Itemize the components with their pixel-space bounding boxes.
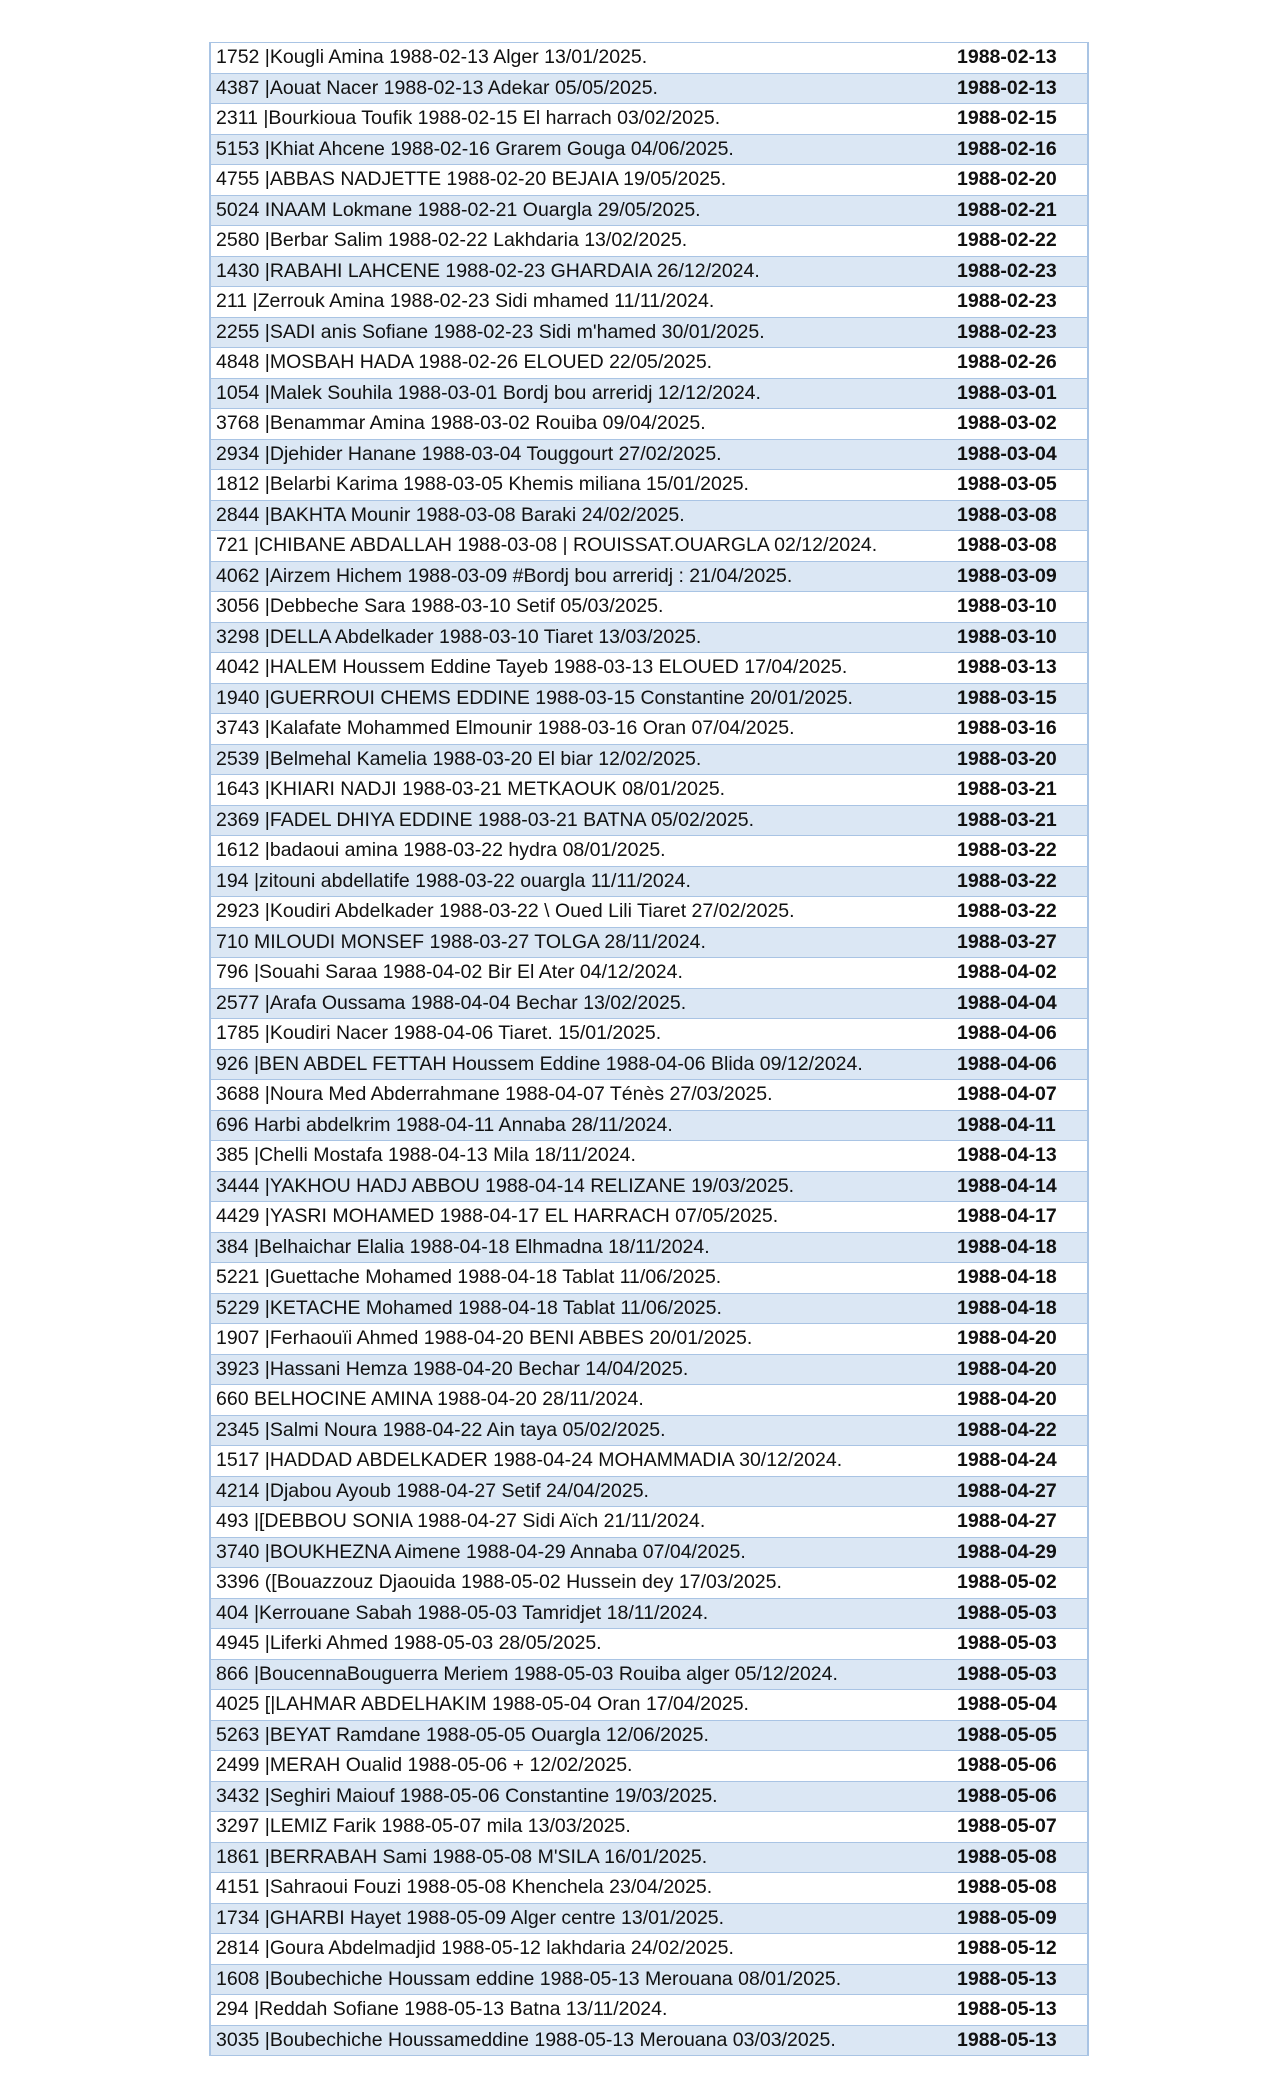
record-date-cell: 1988-05-06 <box>953 1751 1088 1782</box>
table-row <box>210 1141 1088 1172</box>
record-text-cell: 2539 |Belmehal Kamelia 1988-03-20 El biar 12/02/2025. <box>210 744 953 775</box>
table-row <box>210 775 1088 806</box>
table-row <box>210 1232 1088 1263</box>
record-text-cell: 1940 |GUERROUI CHEMS EDDINE 1988-03-15 Constantine 20/01/2025. <box>210 683 953 714</box>
table-row <box>210 348 1088 379</box>
record-date-cell: 1988-04-06 <box>953 1049 1088 1080</box>
table-row <box>210 927 1088 958</box>
record-text-cell: 2844 |BAKHTA Mounir 1988-03-08 Baraki 24/02/2025. <box>210 500 953 531</box>
record-text-cell: 721 |CHIBANE ABDALLAH 1988-03-08 | ROUISSAT.OUARGLA 02/12/2024. <box>210 531 953 562</box>
records-table-body <box>210 43 1088 2056</box>
record-date-cell: 1988-04-06 <box>953 1019 1088 1050</box>
table-row <box>210 1415 1088 1446</box>
record-text-cell: 4387 |Aouat Nacer 1988-02-13 Adekar 05/05/2025. <box>210 73 953 104</box>
record-date-cell: 1988-02-23 <box>953 317 1088 348</box>
table-row <box>210 714 1088 745</box>
table-row <box>210 988 1088 1019</box>
record-text-cell: 710 MILOUDI MONSEF 1988-03-27 TOLGA 28/11/2024. <box>210 927 953 958</box>
table-row <box>210 1842 1088 1873</box>
record-text-cell: 4042 |HALEM Houssem Eddine Tayeb 1988-03-13 ELOUED 17/04/2025. <box>210 653 953 684</box>
record-text-cell: 3298 |DELLA Abdelkader 1988-03-10 Tiaret 13/03/2025. <box>210 622 953 653</box>
record-date-cell: 1988-03-04 <box>953 439 1088 470</box>
record-text-cell: 5229 |KETACHE Mohamed 1988-04-18 Tablat 11/06/2025. <box>210 1293 953 1324</box>
record-date-cell: 1988-02-13 <box>953 43 1088 74</box>
record-text-cell: 1608 |Boubechiche Houssam eddine 1988-05-13 Merouana 08/01/2025. <box>210 1964 953 1995</box>
record-date-cell: 1988-03-08 <box>953 531 1088 562</box>
table-row <box>210 287 1088 318</box>
record-text-cell: 1734 |GHARBI Hayet 1988-05-09 Alger centre 13/01/2025. <box>210 1903 953 1934</box>
record-text-cell: 1752 |Kougli Amina 1988-02-13 Alger 13/01/2025. <box>210 43 953 74</box>
record-text-cell: 5153 |Khiat Ahcene 1988-02-16 Grarem Gouga 04/06/2025. <box>210 134 953 165</box>
table-row <box>210 1964 1088 1995</box>
record-text-cell: 1785 |Koudiri Nacer 1988-04-06 Tiaret. 15/01/2025. <box>210 1019 953 1050</box>
record-text-cell: 3768 |Benammar Amina 1988-03-02 Rouiba 09/04/2025. <box>210 409 953 440</box>
record-date-cell: 1988-04-02 <box>953 958 1088 989</box>
record-date-cell: 1988-03-09 <box>953 561 1088 592</box>
record-text-cell: 3432 |Seghiri Maiouf 1988-05-06 Constantine 19/03/2025. <box>210 1781 953 1812</box>
record-date-cell: 1988-05-07 <box>953 1812 1088 1843</box>
record-date-cell: 1988-05-03 <box>953 1629 1088 1660</box>
record-date-cell: 1988-03-27 <box>953 927 1088 958</box>
record-text-cell: 5221 |Guettache Mohamed 1988-04-18 Tablat 11/06/2025. <box>210 1263 953 1294</box>
record-text-cell: 2369 |FADEL DHIYA EDDINE 1988-03-21 BATNA 05/02/2025. <box>210 805 953 836</box>
record-date-cell: 1988-03-21 <box>953 805 1088 836</box>
table-row <box>210 1019 1088 1050</box>
table-row <box>210 226 1088 257</box>
record-text-cell: 3444 |YAKHOU HADJ ABBOU 1988-04-14 RELIZANE 19/03/2025. <box>210 1171 953 1202</box>
record-date-cell: 1988-05-13 <box>953 1964 1088 1995</box>
record-text-cell: 2814 |Goura Abdelmadjid 1988-05-12 lakhdaria 24/02/2025. <box>210 1934 953 1965</box>
record-date-cell: 1988-03-10 <box>953 622 1088 653</box>
table-row <box>210 1507 1088 1538</box>
table-row <box>210 1446 1088 1477</box>
record-text-cell: 404 |Kerrouane Sabah 1988-05-03 Tamridjet 18/11/2024. <box>210 1598 953 1629</box>
record-text-cell: 2311 |Bourkioua Toufik 1988-02-15 El harrach 03/02/2025. <box>210 104 953 135</box>
record-text-cell: 4848 |MOSBAH HADA 1988-02-26 ELOUED 22/05/2025. <box>210 348 953 379</box>
record-text-cell: 2255 |SADI anis Sofiane 1988-02-23 Sidi m'hamed 30/01/2025. <box>210 317 953 348</box>
table-row <box>210 531 1088 562</box>
record-text-cell: 4025 [|LAHMAR ABDELHAKIM 1988-05-04 Oran 17/04/2025. <box>210 1690 953 1721</box>
table-row <box>210 1598 1088 1629</box>
record-date-cell: 1988-05-04 <box>953 1690 1088 1721</box>
record-text-cell: 866 |BoucennaBouguerra Meriem 1988-05-03 Rouiba alger 05/12/2024. <box>210 1659 953 1690</box>
table-row <box>210 2025 1088 2056</box>
record-date-cell: 1988-05-03 <box>953 1659 1088 1690</box>
record-date-cell: 1988-04-04 <box>953 988 1088 1019</box>
record-date-cell: 1988-02-20 <box>953 165 1088 196</box>
table-row <box>210 1781 1088 1812</box>
record-text-cell: 1812 |Belarbi Karima 1988-03-05 Khemis miliana 15/01/2025. <box>210 470 953 501</box>
table-row <box>210 805 1088 836</box>
record-text-cell: 1517 |HADDAD ABDELKADER 1988-04-24 MOHAMMADIA 30/12/2024. <box>210 1446 953 1477</box>
record-date-cell: 1988-05-13 <box>953 1995 1088 2026</box>
table-row <box>210 195 1088 226</box>
record-date-cell: 1988-04-18 <box>953 1293 1088 1324</box>
table-row <box>210 958 1088 989</box>
record-text-cell: 4429 |YASRI MOHAMED 1988-04-17 EL HARRACH 07/05/2025. <box>210 1202 953 1233</box>
record-text-cell: 1861 |BERRABAH Sami 1988-05-08 M'SILA 16/01/2025. <box>210 1842 953 1873</box>
record-date-cell: 1988-02-22 <box>953 226 1088 257</box>
record-text-cell: 1612 |badaoui amina 1988-03-22 hydra 08/01/2025. <box>210 836 953 867</box>
table-row <box>210 1659 1088 1690</box>
record-date-cell: 1988-04-27 <box>953 1507 1088 1538</box>
record-date-cell: 1988-02-16 <box>953 134 1088 165</box>
table-row <box>210 1476 1088 1507</box>
record-text-cell: 3740 |BOUKHEZNA Aimene 1988-04-29 Annaba 07/04/2025. <box>210 1537 953 1568</box>
table-row <box>210 866 1088 897</box>
record-date-cell: 1988-02-23 <box>953 256 1088 287</box>
record-text-cell: 4214 |Djabou Ayoub 1988-04-27 Setif 24/04/2025. <box>210 1476 953 1507</box>
record-text-cell: 4151 |Sahraoui Fouzi 1988-05-08 Khenchela 23/04/2025. <box>210 1873 953 1904</box>
table-row <box>210 561 1088 592</box>
table-row <box>210 1720 1088 1751</box>
records-table <box>209 42 1089 2056</box>
table-row <box>210 1324 1088 1355</box>
record-date-cell: 1988-05-08 <box>953 1842 1088 1873</box>
record-date-cell: 1988-03-22 <box>953 836 1088 867</box>
record-text-cell: 4755 |ABBAS NADJETTE 1988-02-20 BEJAIA 19/05/2025. <box>210 165 953 196</box>
record-text-cell: 3297 |LEMIZ Farik 1988-05-07 mila 13/03/2025. <box>210 1812 953 1843</box>
record-date-cell: 1988-04-18 <box>953 1232 1088 1263</box>
table-row <box>210 1171 1088 1202</box>
table-row <box>210 1629 1088 1660</box>
record-date-cell: 1988-04-20 <box>953 1354 1088 1385</box>
record-text-cell: 211 |Zerrouk Amina 1988-02-23 Sidi mhamed 11/11/2024. <box>210 287 953 318</box>
record-date-cell: 1988-03-22 <box>953 866 1088 897</box>
record-date-cell: 1988-03-05 <box>953 470 1088 501</box>
table-row <box>210 439 1088 470</box>
table-row <box>210 134 1088 165</box>
record-text-cell: 385 |Chelli Mostafa 1988-04-13 Mila 18/11/2024. <box>210 1141 953 1172</box>
table-row <box>210 1751 1088 1782</box>
record-date-cell: 1988-05-03 <box>953 1598 1088 1629</box>
table-row <box>210 653 1088 684</box>
table-row <box>210 836 1088 867</box>
record-text-cell: 3743 |Kalafate Mohammed Elmounir 1988-03-16 Oran 07/04/2025. <box>210 714 953 745</box>
table-row <box>210 378 1088 409</box>
record-date-cell: 1988-02-21 <box>953 195 1088 226</box>
record-date-cell: 1988-02-23 <box>953 287 1088 318</box>
record-date-cell: 1988-05-13 <box>953 2025 1088 2056</box>
record-date-cell: 1988-03-13 <box>953 653 1088 684</box>
record-date-cell: 1988-02-26 <box>953 348 1088 379</box>
table-row <box>210 592 1088 623</box>
table-row <box>210 1934 1088 1965</box>
record-date-cell: 1988-04-22 <box>953 1415 1088 1446</box>
record-date-cell: 1988-03-22 <box>953 897 1088 928</box>
table-row <box>210 1049 1088 1080</box>
record-text-cell: 3035 |Boubechiche Houssameddine 1988-05-13 Merouana 03/03/2025. <box>210 2025 953 2056</box>
record-date-cell: 1988-03-08 <box>953 500 1088 531</box>
table-row <box>210 1080 1088 1111</box>
record-date-cell: 1988-04-13 <box>953 1141 1088 1172</box>
record-date-cell: 1988-04-11 <box>953 1110 1088 1141</box>
record-text-cell: 3056 |Debbeche Sara 1988-03-10 Setif 05/03/2025. <box>210 592 953 623</box>
record-date-cell: 1988-05-09 <box>953 1903 1088 1934</box>
record-date-cell: 1988-05-05 <box>953 1720 1088 1751</box>
record-text-cell: 1643 |KHIARI NADJI 1988-03-21 METKAOUK 08/01/2025. <box>210 775 953 806</box>
record-date-cell: 1988-03-02 <box>953 409 1088 440</box>
record-text-cell: 2934 |Djehider Hanane 1988-03-04 Touggourt 27/02/2025. <box>210 439 953 470</box>
record-text-cell: 2923 |Koudiri Abdelkader 1988-03-22 \ Oued Lili Tiaret 27/02/2025. <box>210 897 953 928</box>
table-row <box>210 500 1088 531</box>
record-date-cell: 1988-05-06 <box>953 1781 1088 1812</box>
record-text-cell: 5263 |BEYAT Ramdane 1988-05-05 Ouargla 12/06/2025. <box>210 1720 953 1751</box>
record-text-cell: 926 |BEN ABDEL FETTAH Houssem Eddine 1988-04-06 Blida 09/12/2024. <box>210 1049 953 1080</box>
record-date-cell: 1988-04-29 <box>953 1537 1088 1568</box>
table-row <box>210 1903 1088 1934</box>
table-row <box>210 470 1088 501</box>
table-row <box>210 1293 1088 1324</box>
record-text-cell: 2580 |Berbar Salim 1988-02-22 Lakhdaria 13/02/2025. <box>210 226 953 257</box>
record-text-cell: 294 |Reddah Sofiane 1988-05-13 Batna 13/11/2024. <box>210 1995 953 2026</box>
record-date-cell: 1988-03-21 <box>953 775 1088 806</box>
record-text-cell: 4062 |Airzem Hichem 1988-03-09 #Bordj bou arreridj : 21/04/2025. <box>210 561 953 592</box>
record-text-cell: 696 Harbi abdelkrim 1988-04-11 Annaba 28/11/2024. <box>210 1110 953 1141</box>
table-row <box>210 317 1088 348</box>
table-row <box>210 1354 1088 1385</box>
record-date-cell: 1988-02-15 <box>953 104 1088 135</box>
record-date-cell: 1988-04-18 <box>953 1263 1088 1294</box>
record-text-cell: 4945 |Liferki Ahmed 1988-05-03 28/05/2025. <box>210 1629 953 1660</box>
record-text-cell: 3688 |Noura Med Abderrahmane 1988-04-07 Ténès 27/03/2025. <box>210 1080 953 1111</box>
record-date-cell: 1988-04-20 <box>953 1385 1088 1416</box>
record-date-cell: 1988-04-24 <box>953 1446 1088 1477</box>
record-text-cell: 3396 ([Bouazzouz Djaouida 1988-05-02 Hussein dey 17/03/2025. <box>210 1568 953 1599</box>
table-row <box>210 897 1088 928</box>
record-date-cell: 1988-03-16 <box>953 714 1088 745</box>
table-row <box>210 1537 1088 1568</box>
table-row <box>210 744 1088 775</box>
table-row <box>210 1995 1088 2026</box>
record-date-cell: 1988-03-10 <box>953 592 1088 623</box>
table-row <box>210 1110 1088 1141</box>
record-text-cell: 2577 |Arafa Oussama 1988-04-04 Bechar 13/02/2025. <box>210 988 953 1019</box>
table-row <box>210 73 1088 104</box>
record-text-cell: 2345 |Salmi Noura 1988-04-22 Ain taya 05/02/2025. <box>210 1415 953 1446</box>
record-text-cell: 796 |Souahi Saraa 1988-04-02 Bir El Ater 04/12/2024. <box>210 958 953 989</box>
record-date-cell: 1988-05-08 <box>953 1873 1088 1904</box>
table-row <box>210 622 1088 653</box>
table-row <box>210 43 1088 74</box>
record-date-cell: 1988-05-02 <box>953 1568 1088 1599</box>
record-text-cell: 5024 INAAM Lokmane 1988-02-21 Ouargla 29/05/2025. <box>210 195 953 226</box>
table-row <box>210 683 1088 714</box>
record-date-cell: 1988-03-15 <box>953 683 1088 714</box>
table-row <box>210 165 1088 196</box>
record-text-cell: 493 |[DEBBOU SONIA 1988-04-27 Sidi Aïch 21/11/2024. <box>210 1507 953 1538</box>
table-row <box>210 1568 1088 1599</box>
record-date-cell: 1988-04-14 <box>953 1171 1088 1202</box>
table-row <box>210 104 1088 135</box>
record-date-cell: 1988-04-07 <box>953 1080 1088 1111</box>
table-row <box>210 1812 1088 1843</box>
record-date-cell: 1988-03-20 <box>953 744 1088 775</box>
record-date-cell: 1988-02-13 <box>953 73 1088 104</box>
table-row <box>210 409 1088 440</box>
record-text-cell: 384 |Belhaichar Elalia 1988-04-18 Elhmadna 18/11/2024. <box>210 1232 953 1263</box>
table-row <box>210 1690 1088 1721</box>
record-date-cell: 1988-03-01 <box>953 378 1088 409</box>
record-text-cell: 1430 |RABAHI LAHCENE 1988-02-23 GHARDAIA 26/12/2024. <box>210 256 953 287</box>
record-date-cell: 1988-04-17 <box>953 1202 1088 1233</box>
record-date-cell: 1988-05-12 <box>953 1934 1088 1965</box>
record-text-cell: 3923 |Hassani Hemza 1988-04-20 Bechar 14/04/2025. <box>210 1354 953 1385</box>
record-text-cell: 194 |zitouni abdellatife 1988-03-22 ouargla 11/11/2024. <box>210 866 953 897</box>
table-row <box>210 1873 1088 1904</box>
record-date-cell: 1988-04-27 <box>953 1476 1088 1507</box>
record-text-cell: 1054 |Malek Souhila 1988-03-01 Bordj bou arreridj 12/12/2024. <box>210 378 953 409</box>
record-date-cell: 1988-04-20 <box>953 1324 1088 1355</box>
record-text-cell: 660 BELHOCINE AMINA 1988-04-20 28/11/2024. <box>210 1385 953 1416</box>
record-text-cell: 2499 |MERAH Oualid 1988-05-06 + 12/02/2025. <box>210 1751 953 1782</box>
table-row <box>210 1202 1088 1233</box>
record-text-cell: 1907 |Ferhaouïi Ahmed 1988-04-20 BENI ABBES 20/01/2025. <box>210 1324 953 1355</box>
table-row <box>210 1263 1088 1294</box>
table-row <box>210 256 1088 287</box>
table-row <box>210 1385 1088 1416</box>
